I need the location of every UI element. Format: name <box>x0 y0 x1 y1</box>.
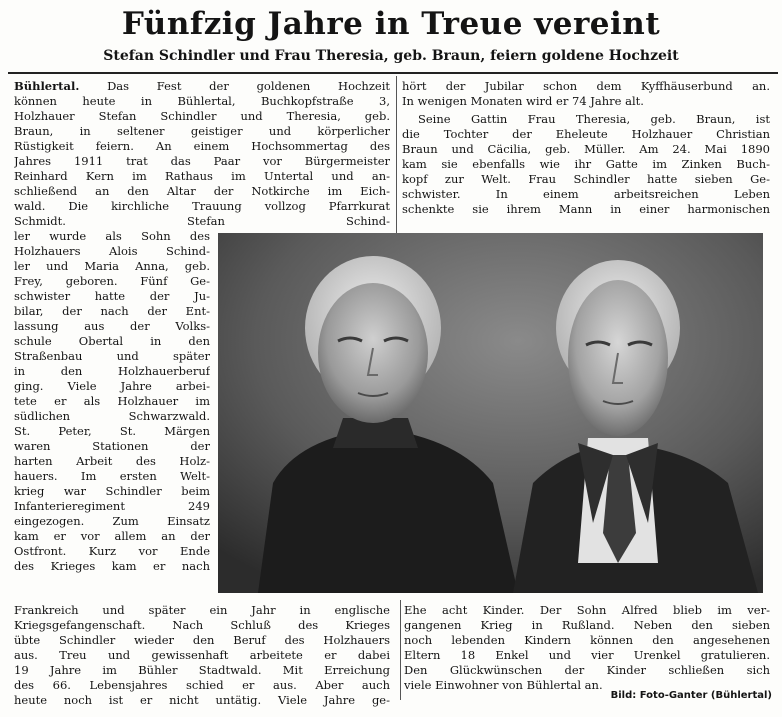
column-divider <box>396 76 397 234</box>
text-line: heute noch ist er nicht untätig. Viele Jahre ge- <box>14 693 390 707</box>
text-line: hauers. Im ersten Welt- <box>14 469 210 483</box>
text-line: wald. Die kirchliche Trauung vollzog Pfarrkurat <box>14 199 390 213</box>
text-line: In wenigen Monaten wird er 74 Jahre alt. <box>402 94 644 108</box>
text-line: bilar, der nach der Ent- <box>14 304 210 318</box>
text-line: die Tochter der Eheleute Holzhauer Christian <box>402 127 770 141</box>
text-line: waren Stationen der <box>14 439 210 453</box>
text-line: können heute in Bühlertal, Buchkopfstraße 3, <box>14 94 390 108</box>
text-line: krieg war Schindler beim <box>14 484 210 498</box>
text-line: Braun und Cäcilia, geb. Müller. Am 24. Mai 1890 <box>402 142 770 156</box>
text-line: noch lebenden Kindern können den angesehenen <box>404 633 770 647</box>
text-line: harten Arbeit des Holz- <box>14 454 210 468</box>
text-line: Schmidt. Stefan Schind- <box>14 214 390 228</box>
text-line: kam sie ebenfalls wie ihr Gatte im Zinken Buch- <box>402 157 770 171</box>
text-line: Holzhauers Alois Schind- <box>14 244 210 258</box>
text-line: St. Peter, St. Märgen <box>14 424 210 438</box>
headline: Fünfzig Jahre in Treue vereint <box>121 6 661 42</box>
text-line: des Krieges kam er nach <box>14 559 210 573</box>
text-line: schule Obertal in den <box>14 334 210 348</box>
text-line: schließend an den Altar der Notkirche im Eich- <box>14 184 390 198</box>
text-line: kam er vor allem an der <box>14 529 210 543</box>
text-line: aus. Treu und gewissenhaft arbeitete er dabei <box>14 648 390 662</box>
text-line: viele Einwohner von Bühlertal an. <box>404 678 603 692</box>
text-line: Ostfront. Kurz vor Ende <box>14 544 210 558</box>
text-line: Kriegsgefangenschaft. Nach Schluß des Krieges <box>14 618 390 632</box>
subheadline: Stefan Schindler und Frau Theresia, geb. Braun, feiern goldene Hochzeit <box>103 48 679 64</box>
text-line: südlichen Schwarzwald. <box>14 409 210 423</box>
text-line: Bühlertal. Das Fest der goldenen Hochzeit <box>14 79 390 93</box>
text-line: Ehe acht Kinder. Der Sohn Alfred blieb im ver- <box>404 603 770 617</box>
text-line: lassung aus der Volks- <box>14 319 210 333</box>
text-line: in den Holzhauerberuf <box>14 364 210 378</box>
text-line: ler wurde als Sohn des <box>14 229 210 243</box>
text-line: übte Schindler wieder den Beruf des Holzhauers <box>14 633 390 647</box>
text-line: ler und Maria Anna, geb. <box>14 259 210 273</box>
text-line: Reinhard Kern im Rathaus im Untertal und an- <box>14 169 390 183</box>
text-line: hört der Jubilar schon dem Kyffhäuserbund an. <box>402 79 770 93</box>
text-line: Straßenbau und später <box>14 349 210 363</box>
headline-rule <box>8 72 778 74</box>
text-line: kopf zur Welt. Frau Schindler hatte sieben Ge- <box>402 172 770 186</box>
column-divider-lower <box>400 600 401 700</box>
text-line: 19 Jahre im Bühler Stadtwald. Mit Erreichung <box>14 663 390 677</box>
text-line: tete er als Holzhauer im <box>14 394 210 408</box>
text-line: gangenen Krieg in Rußland. Neben den sieben <box>404 618 770 632</box>
text-line: Infanterieregiment 249 <box>14 499 210 513</box>
text-line: Frey, geboren. Fünf Ge- <box>14 274 210 288</box>
dateline: Bühlertal. <box>14 79 80 93</box>
text-line: schwister. In einem arbeitsreichen Leben <box>402 187 770 201</box>
text-line: Jahres 1911 trat das Paar vor Bürgermeister <box>14 154 390 168</box>
text-line: schenkte sie ihrem Mann in einer harmonischen <box>402 202 770 216</box>
text-line: ging. Viele Jahre arbei- <box>14 379 210 393</box>
text-line: Rüstigkeit feiern. An einem Hochsommertag des <box>14 139 390 153</box>
text-line: des 66. Lebensjahres schied er aus. Aber auch <box>14 678 390 692</box>
photo-credit: Bild: Foto-Ganter (Bühlertal) <box>610 690 772 701</box>
couple-photo-illustration <box>218 233 763 593</box>
text-line: eingezogen. Zum Einsatz <box>14 514 210 528</box>
text-line: Eltern 18 Enkel und vier Urenkel gratulieren. <box>404 648 770 662</box>
text-line: Den Glückwünschen der Kinder schließen sich <box>404 663 770 677</box>
text-line: Frankreich und später ein Jahr in englische <box>14 603 390 617</box>
text-line: Seine Gattin Frau Theresia, geb. Braun, ist <box>418 112 770 126</box>
text-line: Braun, in seltener geistiger und körperlicher <box>14 124 390 138</box>
couple-photo <box>218 233 763 593</box>
text-line: Holzhauer Stefan Schindler und Theresia, geb. <box>14 109 390 123</box>
text-line: schwister hatte der Ju- <box>14 289 210 303</box>
